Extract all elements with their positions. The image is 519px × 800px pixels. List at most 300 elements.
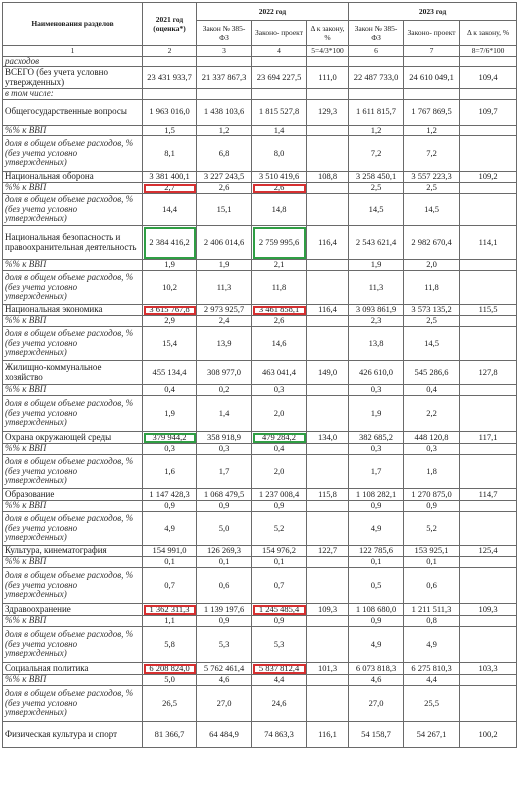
row-label: %% к ВВП — [3, 260, 143, 271]
cell-value: 5,0 — [197, 512, 252, 546]
cell-value — [307, 125, 349, 136]
cell-value: 7,2 — [349, 136, 404, 172]
cell-value: 109,4 — [460, 67, 517, 89]
column-number: 6 — [349, 46, 404, 57]
row-label: доля в общем объеме расходов, % (без учета условно утвержденных) — [3, 686, 143, 722]
table-row — [3, 501, 517, 512]
table-row — [3, 361, 517, 385]
column-number: 1 — [3, 46, 143, 57]
cell-value — [460, 675, 517, 686]
table-row — [3, 183, 517, 194]
header-bill-2023: Законо- проект — [404, 21, 460, 46]
cell-value: 64 484,9 — [197, 722, 252, 748]
cell-value: 2,0 — [404, 260, 460, 271]
cell-value — [460, 616, 517, 627]
cell-value: 7,2 — [404, 136, 460, 172]
table-row — [3, 125, 517, 136]
cell-value — [307, 327, 349, 361]
table-row — [3, 99, 517, 125]
cell-value — [460, 385, 517, 396]
cell-value — [460, 316, 517, 327]
cell-value: 134,0 — [307, 432, 349, 444]
cell-value: 11,3 — [197, 271, 252, 305]
cell-value — [460, 512, 517, 546]
cell-value: 2,3 — [349, 316, 404, 327]
cell-value — [307, 455, 349, 489]
cell-value: 23 694 227,5 — [252, 67, 307, 89]
cell-value — [307, 396, 349, 432]
cell-value: 0,9 — [404, 501, 460, 512]
cell-value: 382 685,2 — [349, 432, 404, 444]
cell-value: 2 982 670,4 — [404, 226, 460, 260]
highlighted-cell: 5 837 812,4 — [252, 663, 307, 675]
cell-value: 109,3 — [307, 604, 349, 616]
cell-value: 4,9 — [143, 512, 197, 546]
cell-value — [307, 316, 349, 327]
row-label: Национальная экономика — [3, 305, 143, 316]
cell-value: 13,9 — [197, 327, 252, 361]
cell-value — [307, 627, 349, 663]
cell-value: 4,9 — [349, 627, 404, 663]
cell-value: 5,2 — [404, 512, 460, 546]
cell-value: 109,3 — [460, 604, 517, 616]
cell-value: 2,5 — [349, 183, 404, 194]
cell-value: 116,1 — [307, 722, 349, 748]
highlighted-cell: 479 284,2 — [252, 432, 307, 444]
header-year-2023: 2023 год — [349, 3, 517, 21]
cell-value — [460, 396, 517, 432]
cell-value: 5,0 — [143, 675, 197, 686]
highlighted-cell: 2,7 — [143, 183, 197, 194]
table-body — [3, 56, 517, 748]
cell-value: 100,2 — [460, 722, 517, 748]
cell-value: 25,5 — [404, 686, 460, 722]
cell-value: 6 275 810,3 — [404, 663, 460, 675]
cell-value: 2,4 — [197, 316, 252, 327]
cell-value: 1,2 — [349, 125, 404, 136]
cell-value: 0,2 — [197, 385, 252, 396]
table-row — [3, 663, 517, 675]
cell-value: 4,9 — [404, 627, 460, 663]
column-number: 5=4/3*100 — [307, 46, 349, 57]
cell-value: 358 918,9 — [197, 432, 252, 444]
cell-value: 2,5 — [404, 316, 460, 327]
table-row — [3, 385, 517, 396]
cell-value: 0,9 — [197, 616, 252, 627]
cell-value: 3 381 400,1 — [143, 172, 197, 183]
cell-value — [460, 125, 517, 136]
row-label: %% к ВВП — [3, 557, 143, 568]
cell-value: 4,6 — [349, 675, 404, 686]
cell-value: 54 267,1 — [404, 722, 460, 748]
cell-value: 4,4 — [404, 675, 460, 686]
cell-value: 26,5 — [143, 686, 197, 722]
table-row-fragment — [3, 56, 517, 67]
cell-value: 2,2 — [404, 396, 460, 432]
cell-value: 115,5 — [460, 305, 517, 316]
column-number: 4 — [252, 46, 307, 57]
cell-value — [307, 444, 349, 455]
cell-value — [307, 271, 349, 305]
cell-value: 1 068 479,5 — [197, 489, 252, 501]
row-label: доля в общем объеме расходов, % (без учета условно утвержденных) — [3, 568, 143, 604]
cell-value: 15,1 — [197, 194, 252, 226]
cell-value: 14,5 — [349, 194, 404, 226]
cell-value: 2,6 — [252, 316, 307, 327]
highlighted-cell: 6 208 824,0 — [143, 663, 197, 675]
cell-value: 114,1 — [460, 226, 517, 260]
row-label: Образование — [3, 489, 143, 501]
row-label: доля в общем объеме расходов, % (без учета условно утвержденных) — [3, 194, 143, 226]
cell-value: 4,9 — [349, 512, 404, 546]
table-row — [3, 271, 517, 305]
cell-value: 1 108 680,0 — [349, 604, 404, 616]
row-label: доля в общем объеме расходов, % (без учета условно утвержденных) — [3, 455, 143, 489]
cell-value — [460, 686, 517, 722]
cell-value — [307, 260, 349, 271]
row-label: %% к ВВП — [3, 125, 143, 136]
highlighted-cell: 2,6 — [252, 183, 307, 194]
cell-value: 27,0 — [197, 686, 252, 722]
cell-value: 109,2 — [460, 172, 517, 183]
cell-value: 3 557 223,3 — [404, 172, 460, 183]
cell-value — [404, 89, 460, 100]
cell-value: 463 041,4 — [252, 361, 307, 385]
header-section-name: Наименования разделов — [3, 3, 143, 46]
cell-value: 23 431 933,7 — [143, 67, 197, 89]
cell-value: 153 925,1 — [404, 546, 460, 557]
cell-value: 1,9 — [349, 396, 404, 432]
cell-value: 1 963 016,0 — [143, 99, 197, 125]
row-label: в том числе: — [3, 89, 143, 100]
cell-value: 3 258 450,1 — [349, 172, 404, 183]
cell-value: 0,6 — [197, 568, 252, 604]
cell-value: 24,6 — [252, 686, 307, 722]
cell-value: 109,7 — [460, 99, 517, 125]
table-row — [3, 327, 517, 361]
cell-value: 0,3 — [349, 385, 404, 396]
cell-value: 27,0 — [349, 686, 404, 722]
cell-value: 2 973 925,7 — [197, 305, 252, 316]
cell-value — [307, 501, 349, 512]
cell-value: 11,8 — [404, 271, 460, 305]
highlighted-cell: 3 615 767,8 — [143, 305, 197, 316]
table-row — [3, 616, 517, 627]
cell-value — [252, 89, 307, 100]
highlighted-cell: 379 944,2 — [143, 432, 197, 444]
cell-value: 81 366,7 — [143, 722, 197, 748]
cell-value — [460, 194, 517, 226]
cell-value: 1,9 — [349, 260, 404, 271]
cell-value: 0,7 — [143, 568, 197, 604]
row-label: %% к ВВП — [3, 316, 143, 327]
cell-value — [197, 89, 252, 100]
header-bill-2022: Законо- проект — [252, 21, 307, 46]
highlighted-cell: 3 461 858,1 — [252, 305, 307, 316]
cell-value: 22 487 733,0 — [349, 67, 404, 89]
row-label: %% к ВВП — [3, 385, 143, 396]
cell-value: 1 815 527,8 — [252, 99, 307, 125]
cell-value: 108,8 — [307, 172, 349, 183]
cell-value: 1 211 511,3 — [404, 604, 460, 616]
cell-value: 0,3 — [143, 444, 197, 455]
table-row — [3, 67, 517, 89]
cell-value: 11,3 — [349, 271, 404, 305]
row-label: %% к ВВП — [3, 444, 143, 455]
row-label: Социальная политика — [3, 663, 143, 675]
cell-value — [349, 89, 404, 100]
cell-value: 1,9 — [143, 396, 197, 432]
cell-value: 116,4 — [307, 305, 349, 316]
cell-value: 0,4 — [404, 385, 460, 396]
cell-value — [307, 136, 349, 172]
cell-value: 5,8 — [143, 627, 197, 663]
cell-value: 0,7 — [252, 568, 307, 604]
cell-value: 8,1 — [143, 136, 197, 172]
row-label: доля в общем объеме расходов, % (без учета условно утвержденных) — [3, 512, 143, 546]
table-row — [3, 444, 517, 455]
table-row — [3, 512, 517, 546]
cell-value: 0,1 — [143, 557, 197, 568]
row-label: доля в общем объеме расходов, % (без учета условно утвержденных) — [3, 396, 143, 432]
cell-value: 0,1 — [197, 557, 252, 568]
cell-value — [307, 89, 349, 100]
cell-value: 122,7 — [307, 546, 349, 557]
cell-value: 545 286,6 — [404, 361, 460, 385]
cell-value: 14,8 — [252, 194, 307, 226]
header-delta-2023: Δ к закону, % — [460, 21, 517, 46]
cell-value: 115,8 — [307, 489, 349, 501]
header-year-2022: 2022 год — [197, 3, 349, 21]
cell-value: 0,4 — [252, 444, 307, 455]
cell-value: 1 139 197,6 — [197, 604, 252, 616]
table-row — [3, 568, 517, 604]
table-row — [3, 172, 517, 183]
cell-value: 0,1 — [404, 557, 460, 568]
highlighted-cell: 1 362 311,3 — [143, 604, 197, 616]
row-label: Национальная оборона — [3, 172, 143, 183]
cell-value — [307, 568, 349, 604]
row-label: расходов — [3, 56, 143, 67]
cell-value: 2,6 — [197, 183, 252, 194]
cell-value — [460, 327, 517, 361]
cell-value: 127,8 — [460, 361, 517, 385]
budget-table — [2, 2, 517, 748]
cell-value: 126 269,3 — [197, 546, 252, 557]
cell-value: 0,9 — [252, 501, 307, 512]
cell-value — [307, 616, 349, 627]
cell-value — [307, 686, 349, 722]
cell-value: 21 337 867,3 — [197, 67, 252, 89]
row-label: доля в общем объеме расходов, % (без учета условно утвержденных) — [3, 271, 143, 305]
cell-value: 6 073 818,3 — [349, 663, 404, 675]
cell-value — [460, 260, 517, 271]
header-law-2022: Закон № 385-ФЗ — [197, 21, 252, 46]
table-row — [3, 455, 517, 489]
cell-value: 8,0 — [252, 136, 307, 172]
cell-value: 1,5 — [143, 125, 197, 136]
cell-value: 1,6 — [143, 455, 197, 489]
cell-value: 0,8 — [404, 616, 460, 627]
row-label: Здравоохранение — [3, 604, 143, 616]
table-row — [3, 316, 517, 327]
cell-value: 1,9 — [143, 260, 197, 271]
cell-value: 6,8 — [197, 136, 252, 172]
cell-value: 111,0 — [307, 67, 349, 89]
cell-value: 154 976,2 — [252, 546, 307, 557]
cell-value: 3 573 135,2 — [404, 305, 460, 316]
cell-value — [460, 89, 517, 100]
cell-value: 448 120,8 — [404, 432, 460, 444]
row-label: Национальная безопасность и правоохранительная деятельность — [3, 226, 143, 260]
cell-value — [460, 444, 517, 455]
cell-value — [307, 183, 349, 194]
cell-value: 0,5 — [349, 568, 404, 604]
cell-value: 101,3 — [307, 663, 349, 675]
cell-value: 3 227 243,5 — [197, 172, 252, 183]
cell-value — [460, 136, 517, 172]
row-label: %% к ВВП — [3, 675, 143, 686]
cell-value: 0,3 — [404, 444, 460, 455]
cell-value: 122 785,6 — [349, 546, 404, 557]
cell-value: 5,3 — [197, 627, 252, 663]
cell-value: 74 863,3 — [252, 722, 307, 748]
cell-value: 3 093 861,9 — [349, 305, 404, 316]
cell-value: 11,8 — [252, 271, 307, 305]
table-row — [3, 627, 517, 663]
cell-value: 125,4 — [460, 546, 517, 557]
table-row — [3, 305, 517, 316]
cell-value: 1,2 — [197, 125, 252, 136]
cell-value: 308 977,0 — [197, 361, 252, 385]
cell-value: 0,9 — [197, 501, 252, 512]
cell-value: 5 762 461,4 — [197, 663, 252, 675]
cell-value: 114,7 — [460, 489, 517, 501]
column-numbers-row — [3, 46, 517, 57]
cell-value: 149,0 — [307, 361, 349, 385]
table-row — [3, 604, 517, 616]
cell-value: 1 767 869,5 — [404, 99, 460, 125]
cell-value — [460, 557, 517, 568]
cell-value: 426 610,0 — [349, 361, 404, 385]
cell-value: 0,3 — [197, 444, 252, 455]
cell-value: 0,1 — [349, 557, 404, 568]
highlighted-cell: 2 384 416,2 — [143, 226, 197, 260]
column-number: 8=7/6*100 — [460, 46, 517, 57]
row-label: доля в общем объеме расходов, % (без учета условно утвержденных) — [3, 327, 143, 361]
table-row — [3, 686, 517, 722]
cell-value: 54 158,7 — [349, 722, 404, 748]
cell-value: 2,1 — [252, 260, 307, 271]
cell-value: 154 991,0 — [143, 546, 197, 557]
cell-value: 15,4 — [143, 327, 197, 361]
cell-value: 14,5 — [404, 194, 460, 226]
cell-value — [307, 512, 349, 546]
row-label: доля в общем объеме расходов, % (без учета условно утвержденных) — [3, 627, 143, 663]
cell-value: 2 406 014,6 — [197, 226, 252, 260]
highlighted-cell: 1 245 485,4 — [252, 604, 307, 616]
cell-value: 0,9 — [143, 501, 197, 512]
cell-value — [460, 271, 517, 305]
cell-value: 1 438 103,6 — [197, 99, 252, 125]
cell-value: 14,5 — [404, 327, 460, 361]
row-label: %% к ВВП — [3, 616, 143, 627]
row-label: Жилищно-коммунальное хозяйство — [3, 361, 143, 385]
cell-value: 1 108 282,1 — [349, 489, 404, 501]
cell-value: 0,6 — [404, 568, 460, 604]
column-number: 2 — [143, 46, 197, 57]
cell-value: 2,5 — [404, 183, 460, 194]
cell-value: 1 270 875,0 — [404, 489, 460, 501]
cell-value — [307, 194, 349, 226]
cell-value: 1,2 — [404, 125, 460, 136]
column-number: 7 — [404, 46, 460, 57]
cell-value — [307, 675, 349, 686]
header-delta-2022: Δ к закону, % — [307, 21, 349, 46]
cell-value: 116,4 — [307, 226, 349, 260]
cell-value: 2,0 — [252, 396, 307, 432]
cell-value: 1,8 — [404, 455, 460, 489]
cell-value: 0,9 — [349, 501, 404, 512]
cell-value: 14,6 — [252, 327, 307, 361]
cell-value: 1,4 — [252, 125, 307, 136]
row-label: Физическая культура и спорт — [3, 722, 143, 748]
cell-value: 1 237 008,4 — [252, 489, 307, 501]
cell-value: 455 134,4 — [143, 361, 197, 385]
cell-value: 103,3 — [460, 663, 517, 675]
row-label: Культура, кинематография — [3, 546, 143, 557]
table-row — [3, 260, 517, 271]
cell-value: 1 611 815,7 — [349, 99, 404, 125]
cell-value: 0,1 — [252, 557, 307, 568]
cell-value: 4,4 — [252, 675, 307, 686]
row-label: ВСЕГО (без учета условно утвержденных) — [3, 67, 143, 89]
table-row — [3, 432, 517, 444]
table-row — [3, 557, 517, 568]
table-row — [3, 722, 517, 748]
cell-value: 1,7 — [349, 455, 404, 489]
cell-value: 5,3 — [252, 627, 307, 663]
cell-value: 4,6 — [197, 675, 252, 686]
cell-value: 3 510 419,6 — [252, 172, 307, 183]
table-row — [3, 675, 517, 686]
column-number: 3 — [197, 46, 252, 57]
cell-value — [460, 183, 517, 194]
cell-value: 2 543 621,4 — [349, 226, 404, 260]
cell-value: 5,2 — [252, 512, 307, 546]
cell-value: 14,4 — [143, 194, 197, 226]
highlighted-cell: 2 759 995,6 — [252, 226, 307, 260]
table-row — [3, 226, 517, 260]
cell-value: 1,1 — [143, 616, 197, 627]
cell-value: 0,3 — [349, 444, 404, 455]
table-row — [3, 194, 517, 226]
table-row — [3, 546, 517, 557]
cell-value: 24 610 049,1 — [404, 67, 460, 89]
cell-value: 0,9 — [349, 616, 404, 627]
cell-value: 117,1 — [460, 432, 517, 444]
header-2021: 2021 год (оценка*) — [143, 3, 197, 46]
row-label: Охрана окружающей среды — [3, 432, 143, 444]
cell-value: 1,7 — [197, 455, 252, 489]
cell-value: 13,8 — [349, 327, 404, 361]
cell-value: 0,9 — [252, 616, 307, 627]
row-label: %% к ВВП — [3, 501, 143, 512]
cell-value: 1,9 — [197, 260, 252, 271]
cell-value: 1,4 — [197, 396, 252, 432]
table-row — [3, 489, 517, 501]
cell-value — [460, 627, 517, 663]
